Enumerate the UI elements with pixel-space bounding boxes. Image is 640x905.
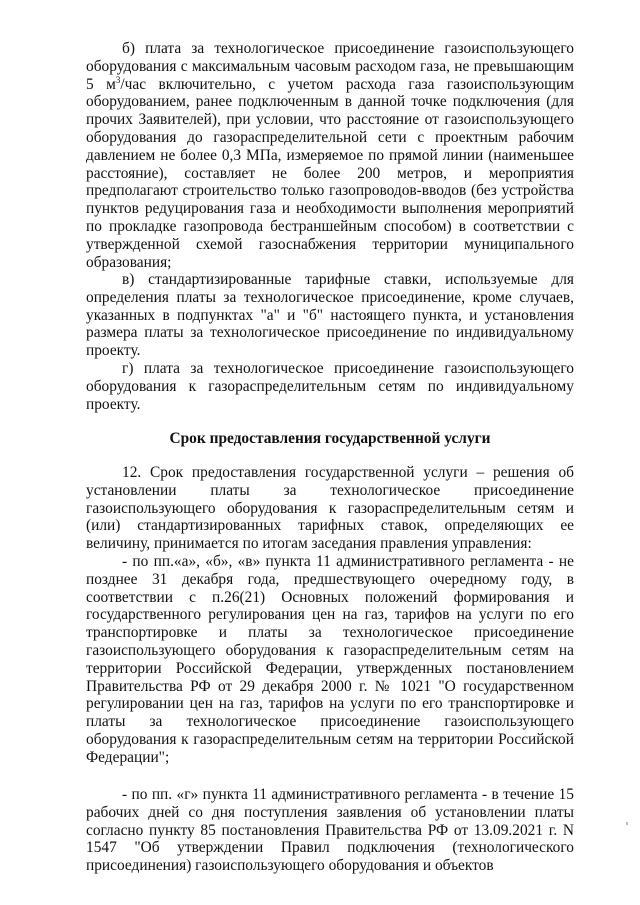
paragraph-g: г) плата за технологическое присоединение газоиспользующего оборудования к газораспределительным сетям по индивидуальному проекту. <box>86 360 574 413</box>
list-item-deadline-g: - по пп. «г» пункта 11 административного регламента - в течение 15 рабочих дней со дня поступления заявления об установлении платы согласно пункту 85 постановления Правительства РФ от 13.09.2021 г. N 1547 "Об утверждении Правил подключения (технологического присоединения) газоиспользующего оборудования и объектов <box>86 786 574 875</box>
list-item-deadline-a-b-v: - по пп.«а», «б», «в» пункта 11 административного регламента - не позднее 31 декабря года, предшествующего очередному году, в соответствии с п.26(21) Основных положений формирования и государственного регулирования цен на газ, тарифов на услуги по его транспортировке и платы за технологическое присоединение газоиспользующего оборудования к газораспределительным сетям на территории Российской Федерации, утвержденных постановлением Правительства РФ от 29 декабря 2000 г. № 1021 "О государственном регулировании цен на газ, тарифов на услуги по его транспортировке и платы за технологическое присоединение газоиспользующего оборудования к газораспределительным сетям на территории Российской Федерации"; <box>86 553 574 766</box>
section-heading: Срок предоставления государственной услуги <box>169 430 491 447</box>
paragraph-b <box>86 40 574 271</box>
scan-mark <box>626 822 628 825</box>
paragraph-b-text-1: б) плата за технологическое присоединение газоиспользующего оборудования с максимальным часовым расходом газа, не превышающим 5 м <box>86 40 574 93</box>
paragraph-12: 12. Срок предоставления государственной услуги – решения об установлении платы за технологическое присоединение газоиспользующего оборудования к газораспределительным сетям и (или) стандартизированных тарифных ставок, определяющих ее величину, принимается по итогам заседания правления управления: <box>86 464 574 553</box>
paragraph-v: в) стандартизированные тарифные ставки, используемые для определения платы за технологическое присоединение, кроме случаев, указанных в подпунктах "а" и "б" настоящего пункта, и установления размера платы за технологическое присоединение по индивидуальному проекту. <box>86 271 574 360</box>
cubic-superscript: 3 <box>115 74 121 85</box>
paragraph-b-text-2: /час включительно, с учетом расхода газа газоиспользующим оборудованием, ранее подключенным в данной точке подключения (для прочих Заявителей), при условии, что расстояние от газоиспользующего оборудования до газораспределительной сети с проектным рабочим давлением не более 0,3 МПа, измеряемое по прямой линии (наименьшее расстояние), составляет не более 200 метров, и мероприятия предполагают строительство только газопроводов-вводов (без устройства пунктов редуцирования газа и необходимости выполнения мероприятий по прокладке газопровода бестраншейным способом) в соответствии с утвержденной схемой газоснабжения территории муниципального образования; <box>86 75 574 271</box>
